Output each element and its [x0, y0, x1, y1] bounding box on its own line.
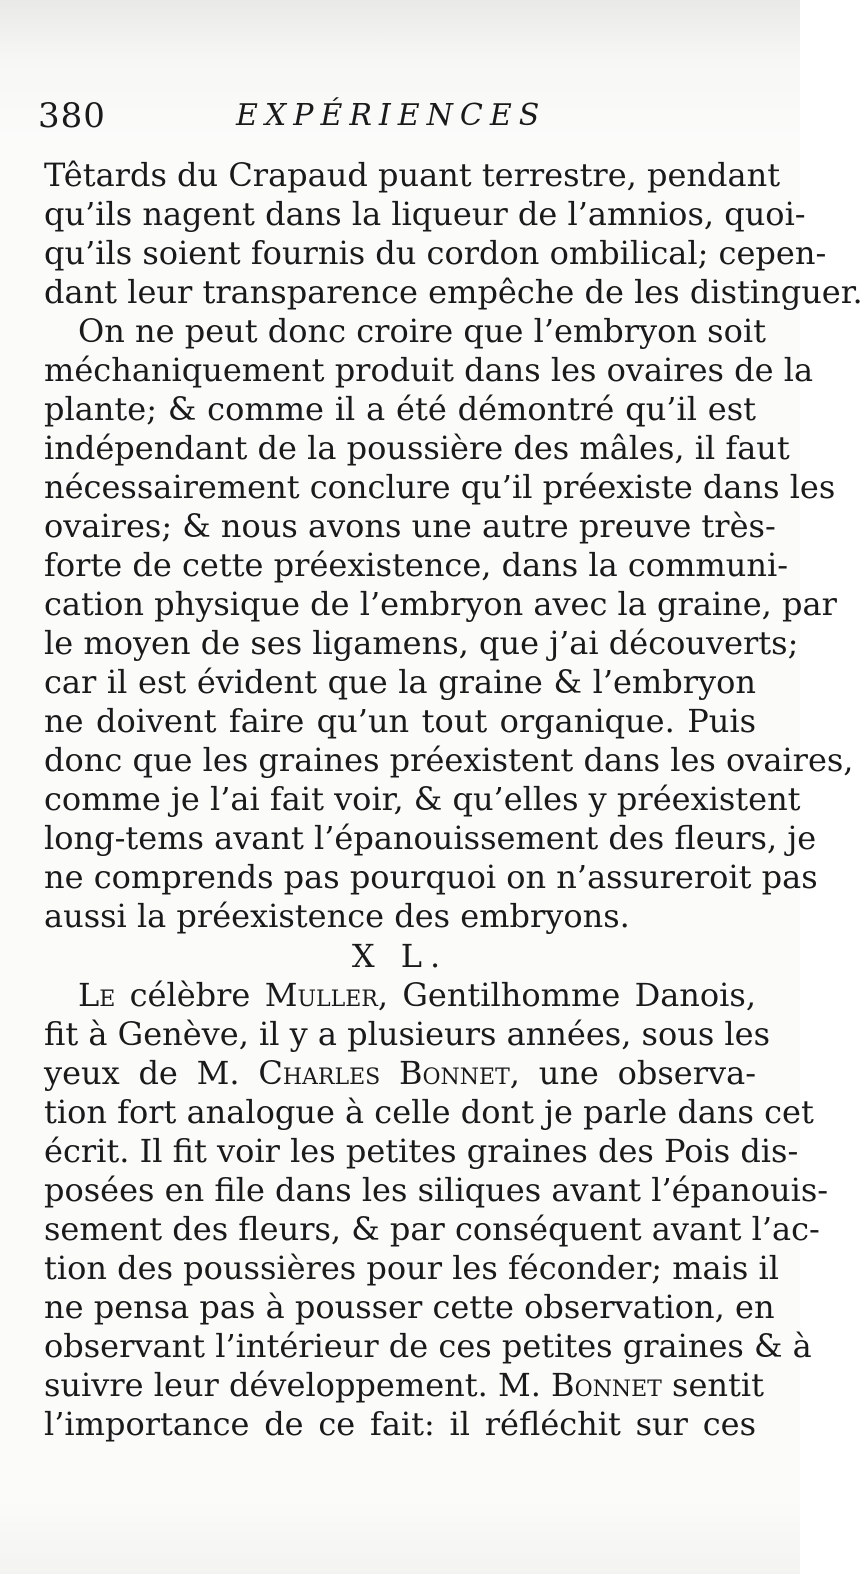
- text-line: plante; & comme il a été démontré qu’il est: [44, 390, 756, 428]
- text-line: tion fort analogue à celle dont je parle dans cet: [44, 1093, 814, 1131]
- text-line: tion des poussières pour les féconder; mais il: [44, 1249, 779, 1287]
- text-line: ne doivent faire qu’un tout organique. Puis: [44, 702, 756, 740]
- text-line: qu’ils soient fournis du cordon ombilical; cepen-: [44, 234, 827, 272]
- text-line: indépendant de la poussière des mâles, il faut: [44, 429, 790, 467]
- text-span: , Gentilhomme Danois,: [377, 976, 757, 1014]
- text-line: comme je l’ai fait voir, & qu’elles y préexistent: [44, 780, 801, 818]
- text-line: [44, 976, 756, 1015]
- text-span: sentit: [661, 1366, 764, 1404]
- text-line: Têtards du Crapaud puant terrestre, pendant: [44, 156, 781, 194]
- text-line: l’importance de ce fait: il réfléchit sur ces: [44, 1405, 756, 1443]
- text-span: célèbre: [115, 976, 265, 1014]
- text-span: suivre leur développement. M.: [44, 1366, 552, 1404]
- text-line: long-tems avant l’épanouissement des fleurs, je: [44, 819, 817, 857]
- text-line: observant l’intérieur de ces petites graines & à: [44, 1327, 812, 1365]
- person-name: Muller: [264, 976, 378, 1014]
- text-line: écrit. Il fit voir les petites graines des Pois dis-: [44, 1132, 799, 1170]
- person-name: Bonnet: [551, 1366, 662, 1404]
- paragraph-1: [44, 156, 863, 312]
- page-header: [38, 96, 598, 146]
- text-line: dant leur transparence empêche de les distinguer.: [44, 273, 863, 311]
- text-line: On ne peut donc croire que l’embryon soit: [78, 312, 766, 350]
- small-caps-word: Le: [78, 976, 116, 1014]
- paragraph-3: [44, 976, 829, 1444]
- text-line: [44, 1054, 756, 1093]
- paragraph-2: [44, 312, 854, 936]
- text-line: forte de cette préexistence, dans la communi-: [44, 546, 789, 584]
- running-title: EXPÉRIENCES: [236, 98, 547, 133]
- body-text: [44, 156, 863, 1444]
- text-line: [44, 1366, 764, 1405]
- section-heading: X L.: [351, 937, 449, 975]
- text-line: méchaniquement produit dans les ovaires de la: [44, 351, 814, 389]
- text-span: yeux de M.: [44, 1054, 259, 1092]
- text-line: qu’ils nagent dans la liqueur de l’amnios, quoi-: [44, 195, 806, 233]
- text-line: aussi la préexistence des embryons.: [44, 897, 630, 935]
- text-line: sement des fleurs, & par conséquent avant l’ac-: [44, 1210, 820, 1248]
- text-line: car il est évident que la graine & l’embryon: [44, 663, 756, 701]
- person-name: Charles Bonnet: [258, 1054, 510, 1092]
- text-line: ne pensa pas à pousser cette observation, en: [44, 1288, 775, 1326]
- page-number: 380: [38, 96, 106, 136]
- text-line: donc que les graines préexistent dans les ovaires,: [44, 741, 854, 779]
- text-line: cation physique de l’embryon avec la graine, par: [44, 585, 837, 623]
- text-line: fit à Genève, il y a plusieurs années, sous les: [44, 1015, 771, 1053]
- text-line: ne comprends pas pourquoi on n’assureroit pas: [44, 858, 818, 896]
- text-line: ovaires; & nous avons une autre preuve très-: [44, 507, 776, 545]
- text-line: le moyen de ses ligamens, que j’ai découverts;: [44, 624, 799, 662]
- text-line: nécessairement conclure qu’il préexiste dans les: [44, 468, 836, 506]
- text-line: posées en file dans les siliques avant l’épanouis-: [44, 1171, 829, 1209]
- text-span: , une observa-: [509, 1054, 757, 1092]
